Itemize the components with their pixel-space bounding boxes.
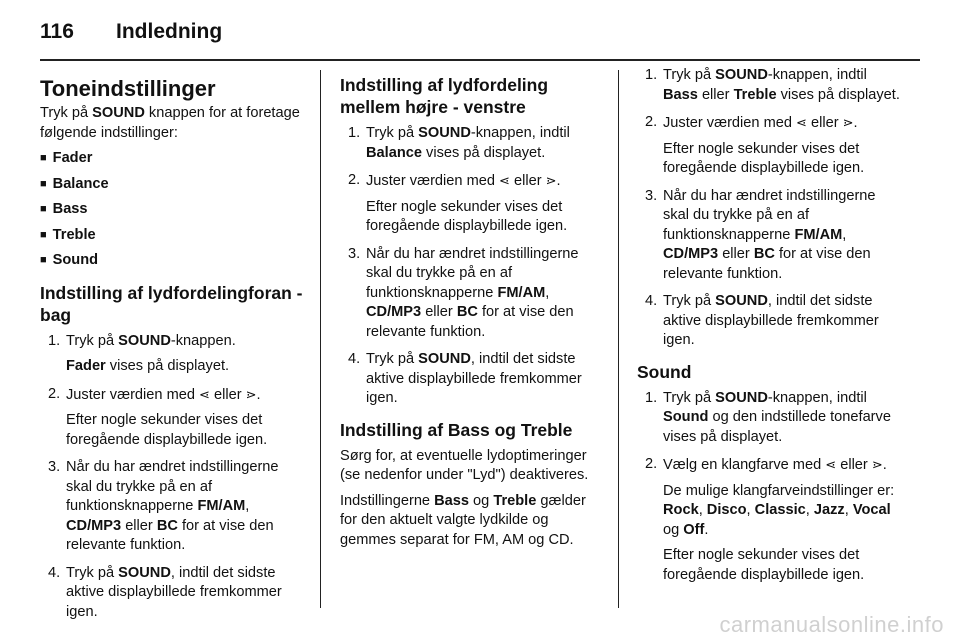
left-arrow-icon: ⋖ [796,115,807,130]
column-3 [637,66,902,593]
left-arrow-icon: ⋖ [825,457,837,472]
step-item: 2. Juster værdien med ⋖ eller ⋗. Efter nogle sekunder vises det foregående displaybillede igen. [348,172,568,234]
steps-list [340,124,605,409]
page-number: 116 [40,20,74,43]
bullet-icon: ■ [40,254,47,266]
column-divider [320,70,321,608]
steps-list [637,389,902,586]
column-2 [340,66,605,556]
right-arrow-icon: ⋗ [545,173,557,188]
paragraph: Sørg for, at eventuelle lydoptimeringer (se nedenfor under "Lyd") deaktiveres. [340,447,589,483]
bullet-icon: ■ [40,177,47,190]
bullet-icon: ■ [40,203,47,215]
intro-paragraph: Tryk på SOUND knappen for at foretage følgende indstillinger: [40,105,300,141]
step-item: 1. Tryk på SOUND-knappen, indtil Bass eller Treble vises på displayet. [645,67,900,103]
paragraph: Indstillingerne Bass og Treble gælder for den aktuelt valgte lydkilde og gemmes separat for FM, AM og CD. [340,492,586,548]
header-rule [40,59,920,61]
list-item: ■ Bass [40,201,88,217]
step-item: 4. Tryk på SOUND, indtil det sidste aktive displaybillede fremkommer igen. [48,564,282,620]
section-title: Toneindstillinger [40,76,216,101]
step-item: 3. Når du har ændret indstillingerne skal du trykke på en af funktionsknapperne FM/AM, CD/MP3 eller BC for at vise den relevante funktion. [348,245,579,340]
bullet-icon: ■ [40,228,47,241]
list-item: ■ Treble [40,226,96,243]
left-arrow-icon: ⋖ [199,386,210,402]
watermark: carmanualsonline.info [719,612,944,637]
right-arrow-icon: ⋗ [871,457,883,472]
steps-list [637,66,902,351]
step-item: 1. Tryk på SOUND-knappen. Fader vises på displayet. [48,332,236,374]
chapter-title: Indledning [116,20,223,43]
list-item: ■ Fader [40,150,93,166]
step-item: 2. Juster værdien med ⋖ eller ⋗. Efter nogle sekunder vises det foregående displaybillede igen. [645,114,865,176]
list-item: ■ Sound [40,252,99,268]
bullet-icon: ■ [40,152,47,164]
settings-list [40,149,305,272]
step-item: 1. Tryk på SOUND-knappen, indtil Balance vises på displayet. [348,125,570,161]
step-item: 2. Juster værdien med ⋖ eller ⋗. Efter nogle sekunder vises det foregående displaybillede igen. [48,385,268,448]
step-item: 4. Tryk på SOUND, indtil det sidste aktive displaybillede fremkommer igen. [348,351,582,406]
page-header [40,14,920,54]
subsection-title: Indstilling af Bass og Treble [340,419,573,440]
column-divider [618,70,619,608]
step-item: 1. Tryk på SOUND-knappen, indtil Sound og den indstillede tonefarve vises på displayet. [645,389,891,445]
step-item: 3. Når du har ændret indstillingerne skal du trykke på en af funktionsknapperne FM/AM, CD/MP3 eller BC for at vise den relevante funktion. [48,459,279,553]
right-arrow-icon: ⋗ [842,115,854,130]
subsection-title: Indstilling af lydfordeling mellem højre - venstre [340,75,549,117]
column-1 [40,66,305,630]
step-item: 4. Tryk på SOUND, indtil det sidste aktive displaybillede fremkommer igen. [645,293,879,348]
steps-list [40,332,305,623]
step-item: 2. Vælg en klangfarve med ⋖ eller ⋗. De mulige klangfarveindstillinger er: Rock, Disco, Classic, Jazz, Vocal og Off. Efter nogle sekunder vises det foregående displaybillede igen. [645,456,895,583]
left-arrow-icon: ⋖ [499,173,510,188]
subsection-title: Sound [637,361,692,382]
subsection-title: Indstilling af lydfordelingforan - bag [40,282,303,325]
right-arrow-icon: ⋗ [245,386,257,402]
step-item: 3. Når du har ændret indstillingerne skal du trykke på en af funktionsknapperne FM/AM, CD/MP3 eller BC for at vise den relevante funktion. [645,187,876,282]
list-item: ■ Balance [40,175,109,192]
